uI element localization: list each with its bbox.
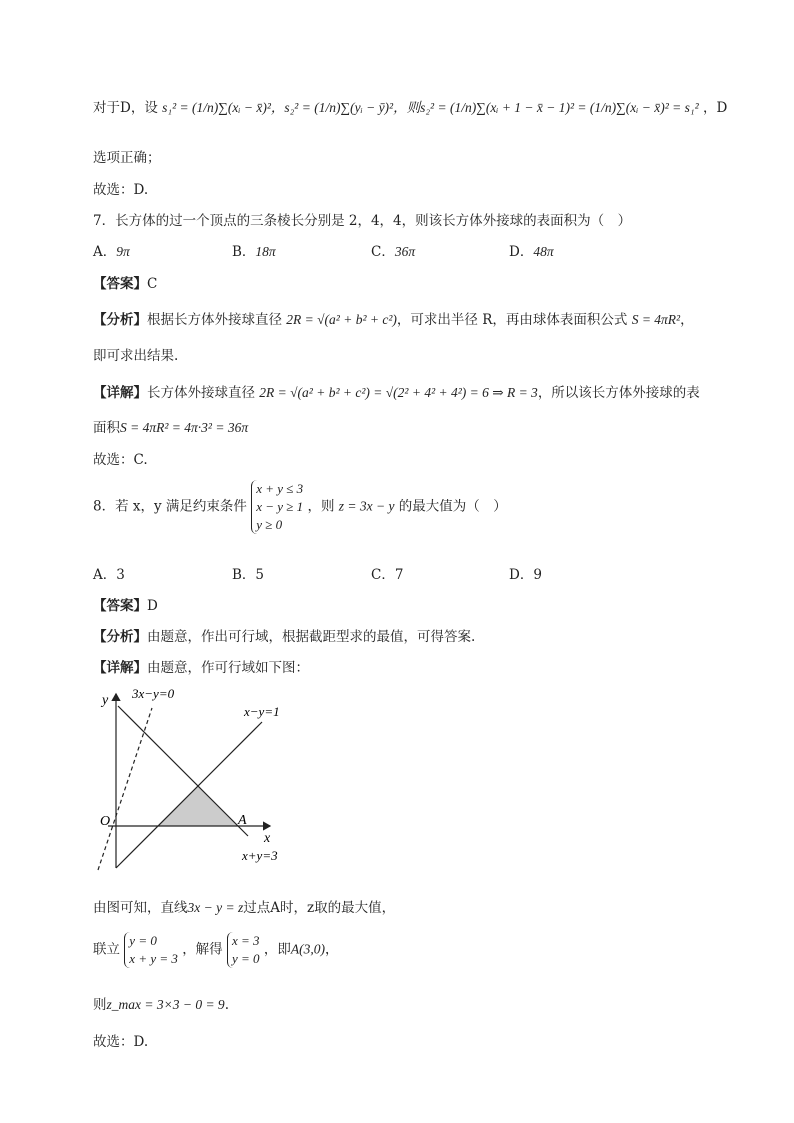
label-3x-y-0: 3x−y=0 <box>132 686 175 701</box>
feasible-region-figure <box>90 682 300 872</box>
q7-answer: 【答案】C <box>93 276 158 292</box>
q7-option-b: B．18π <box>232 244 276 260</box>
d-derivation-line <box>93 96 727 116</box>
q8-after-figure: 由图可知，直线3x − y = z过点A时，z取的最大值， <box>93 900 396 916</box>
q8-solve-line: 联立 y = 0 x + y = 3 ，解得 x = 3 y = 0 ，即A(3,0)， <box>93 933 339 966</box>
q8-zmax-line: 则z_max = 3×3 − 0 = 9. <box>93 997 229 1013</box>
q7-analysis: 【分析】根据长方体外接球直径 2R = √(a² + b² + c²)，可求出半径 R，再由球体表面积公式 S = 4πR²， <box>93 312 694 328</box>
q8-constraint-system: x + y ≤ 3 x − y ≥ 1 y ≥ 0 <box>251 480 303 534</box>
origin-label: O <box>100 814 111 829</box>
q8-conclusion: 故选：D. <box>93 1034 149 1050</box>
label-x-y-1: x−y=1 <box>244 704 280 719</box>
q8-solve-system: y = 0 x + y = 3 <box>124 932 178 968</box>
d-conclusion: 故选：D. <box>93 182 149 198</box>
line-x-minus-y-eq-1 <box>116 722 262 868</box>
y-axis-label: y <box>102 693 109 708</box>
q8-option-b: B．5 <box>232 567 265 583</box>
q7-option-c: C．36π <box>371 244 416 260</box>
q8-analysis: 【分析】由题意，作出可行域，根据截距型求的最值，可得答案. <box>93 629 476 645</box>
q7-conclusion: 故选：C. <box>93 452 148 468</box>
q7-stem: 7．长方体的过一个顶点的三条棱长分别是 2，4，4，则该长方体外接球的表面积为（ ） <box>93 213 632 229</box>
q7-detail-cont: 面积S = 4πR² = 4π·3² = 36π <box>93 420 249 436</box>
q7-detail: 【详解】长方体外接球直径 2R = √(a² + b² + c²) = √(2² + 4² + 4²) = 6 ⇒ R = 3，所以该长方体外接球的表 <box>93 385 700 401</box>
d-suffix: ，D <box>702 100 728 116</box>
q8-option-c: C．7 <box>371 567 404 583</box>
d-correct-line: 选项正确； <box>93 150 161 166</box>
x-axis-label: x <box>264 831 271 846</box>
q7-analysis-cont: 即可求出结果. <box>93 348 179 364</box>
q8-answer: 【答案】D <box>93 598 158 614</box>
q8-solve-result: x = 3 y = 0 <box>227 932 260 968</box>
d-prefix: 对于D，设 <box>93 100 158 116</box>
label-x-plus-y-3: x+y=3 <box>242 848 278 863</box>
q7-option-a: A．9π <box>93 244 130 260</box>
q8-stem: 8．若 x，y 满足约束条件 x + y ≤ 3 x − y ≥ 1 y ≥ 0 ，则 z = 3x − y 的最大值为（ ） <box>93 481 507 532</box>
feasible-region <box>158 786 238 826</box>
q8-option-a: A．3 <box>93 567 125 583</box>
q7-option-d: D．48π <box>509 244 554 260</box>
q8-option-d: D．9 <box>509 567 542 583</box>
d-variance-formula: s₁² = (1/n)∑(xᵢ − x̄)²，s₂² = (1/n)∑(yᵢ − ȳ)²，则s₂² = (1/n)∑(xᵢ + 1 − x̄ − 1)² = (1/n)∑(xᵢ − x̄)² = s₁² <box>162 100 699 115</box>
q8-detail: 【详解】由题意，作可行域如下图： <box>93 660 309 676</box>
point-a-label: A <box>238 813 247 828</box>
